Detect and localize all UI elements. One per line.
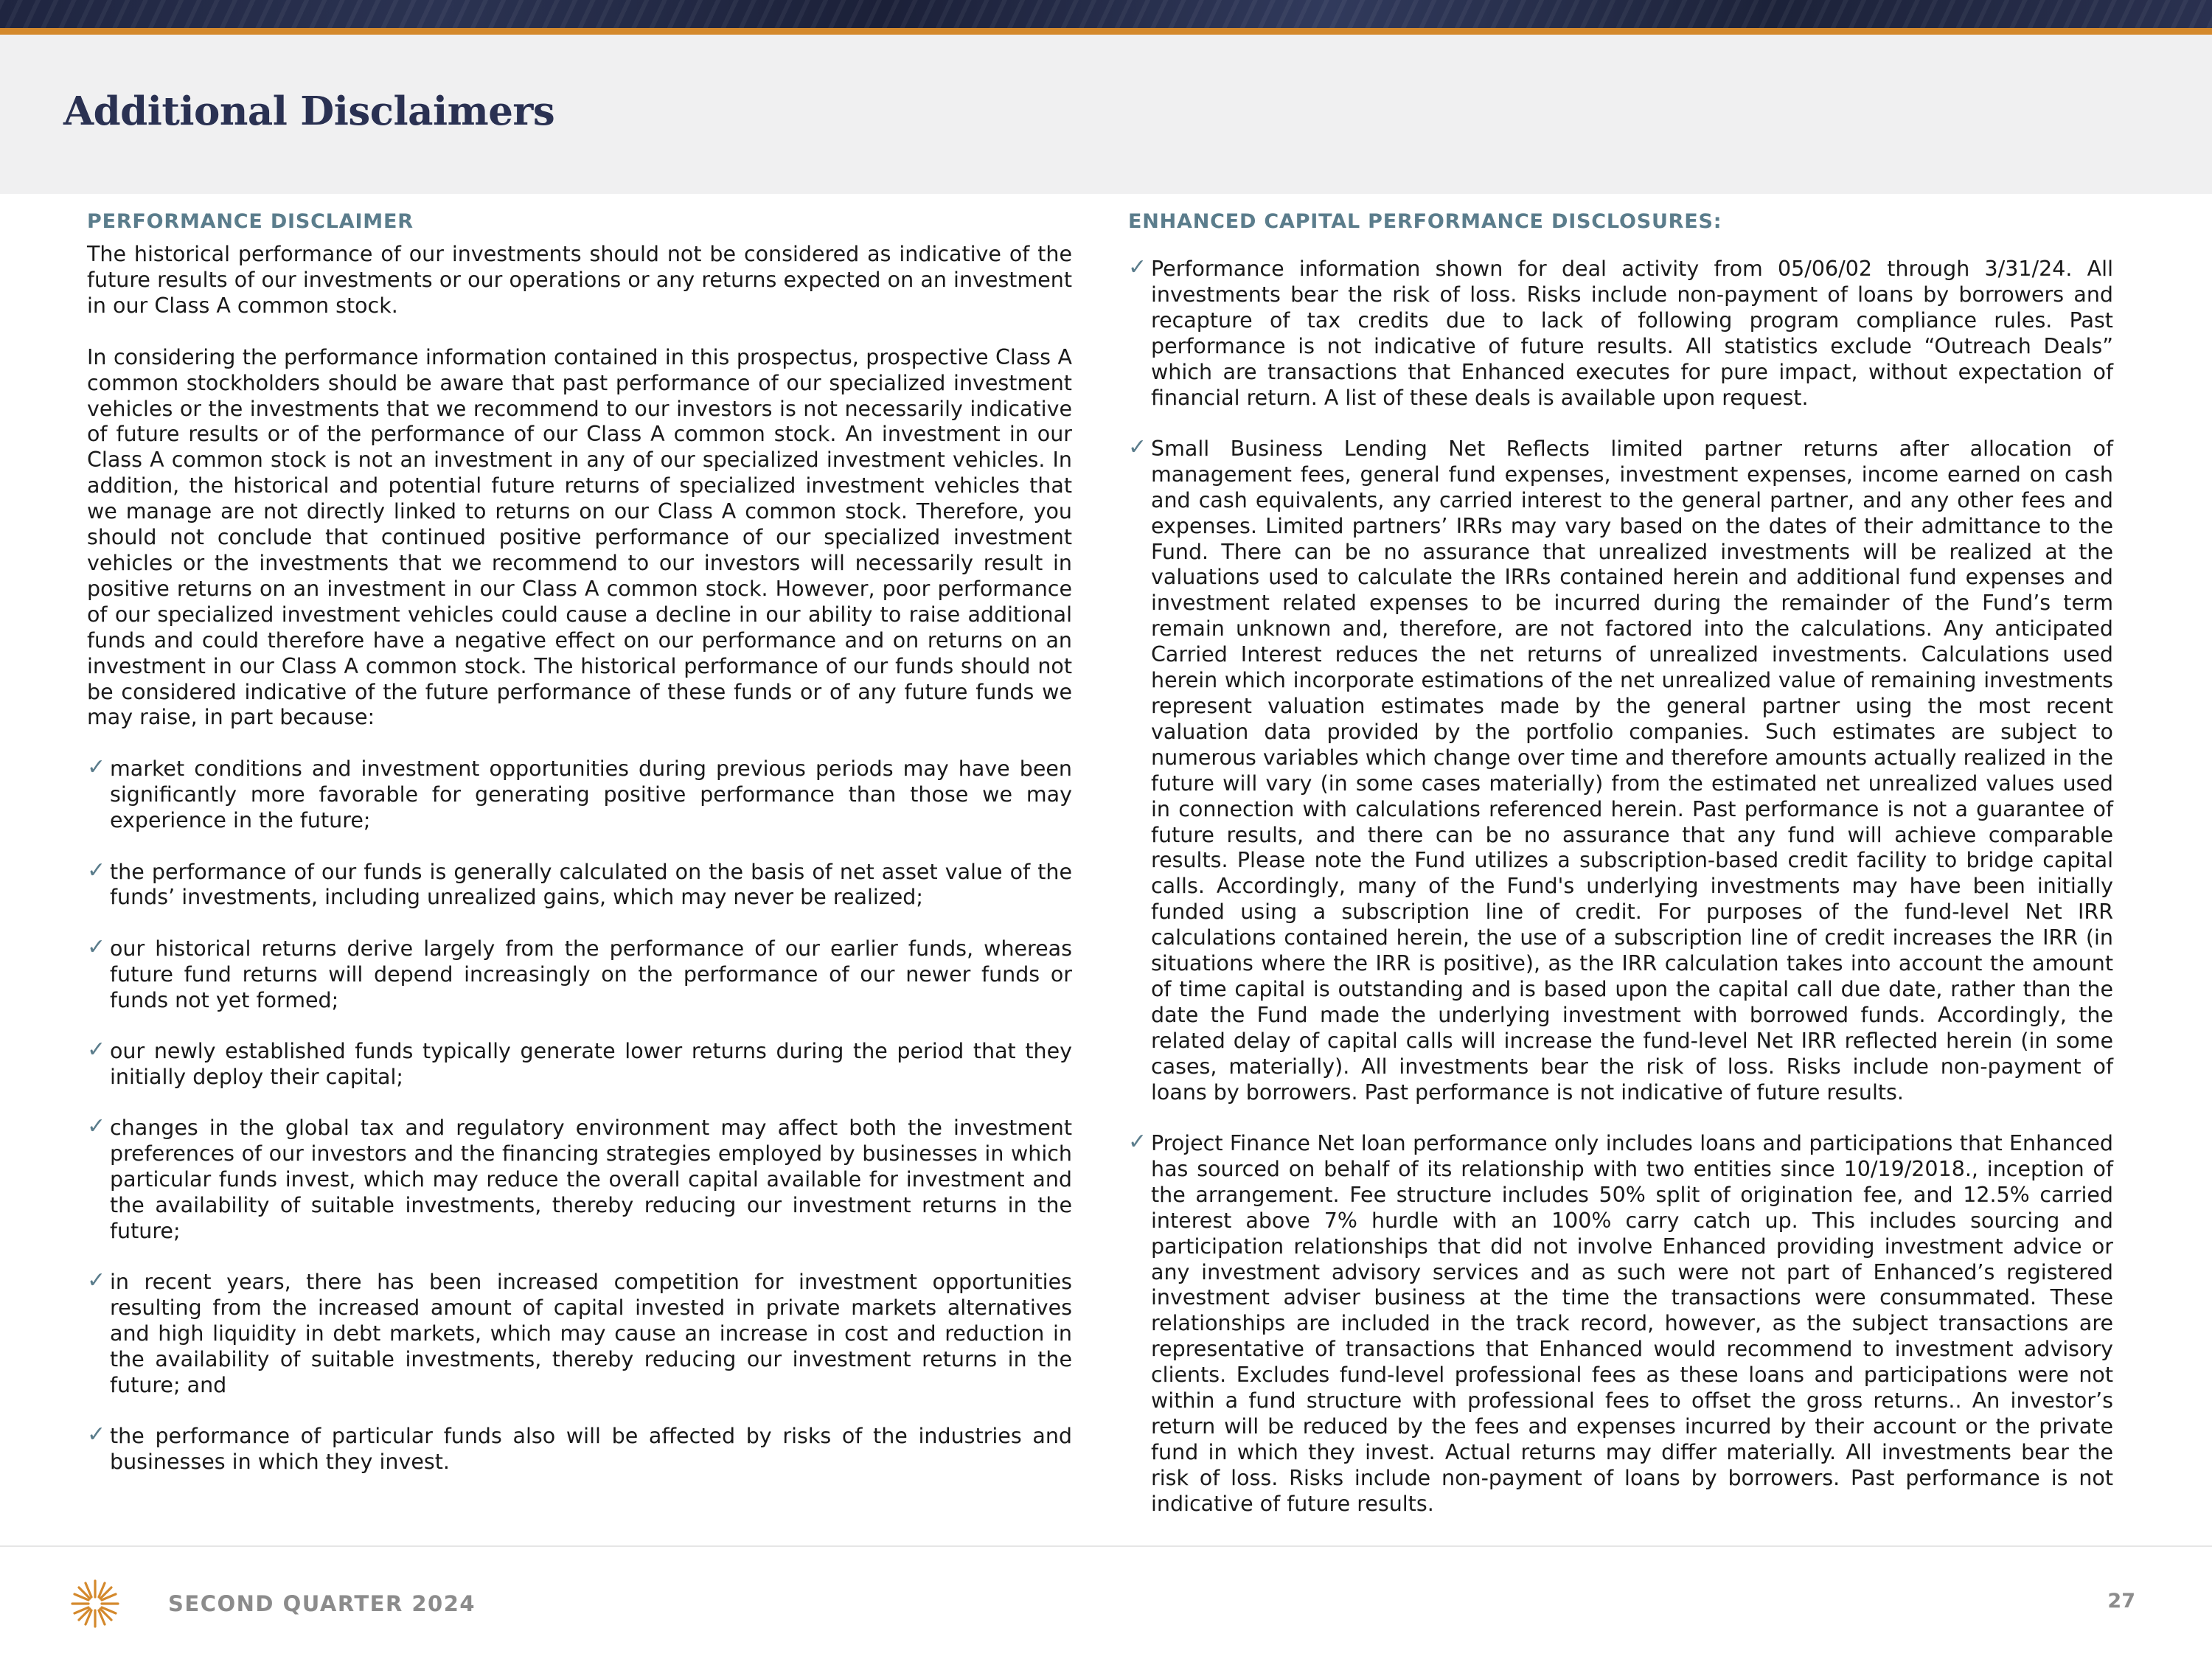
- checkmark-icon: ✓: [87, 1113, 106, 1140]
- list-item-text: Small Business Lending Net Reflects limited partner returns after allocation of management fees, general fund expenses, investment expenses, income earned on cash and cash equivalents, any carried interest to the general partner, and any other fees and expenses. Limited partners’ IRRs may vary based on the dates of their admittance to the Fund. There can be no assurance that unrealized investments will be realized at the valuations used to calculate the IRRs contained herein and additional fund expenses and investment related expenses to be incurred during the remainder of the Fund’s term remain unknown and, therefore, are not factored into the calculations. Any anticipated Carried Interest reduces the net returns of unrealized investments. Calculations used herein which incorporate estimations of the net unrealized value of remaining investments represent valuation estimates made by the general partner using the most recent valuation data provided by the portfolio companies. Such estimates are subject to numerous variables which change over time and therefore amounts actually realized in the future will vary (in some cases materially) from the estimated net unrealized values used in connection with calculations referenced herein. Past performance is not a guarantee of future results, and there can be no assurance that any fund will achieve comparable results. Please note the Fund utilizes a subscription-based credit facility to bridge capital calls. Accordingly, many of the Fund's underlying investments may have been initially funded using a subscription line of credit. For purposes of the fund-level Net IRR calculations contained herein, the use of a subscription line of credit increases the IRR (in situations where the IRR is positive), as the IRR calculation takes into account the amount of time capital is outstanding and is based upon the capital call due date, rather than the date the Fund made the underlying investment with borrowed funds. Accordingly, the related delay of capital calls will increase the fund-level Net IRR reflected herein (in some cases, materially). All investments bear the risk of loss. Risks include non-payment of loans by borrowers. Past performance is not indicative of future results.: [1151, 436, 2113, 1105]
- list-item: [87, 1267, 1072, 1399]
- checkmark-icon: ✓: [1128, 1129, 1147, 1155]
- checkmark-icon: ✓: [87, 857, 106, 883]
- gold-accent-line: [0, 28, 2212, 35]
- list-item-text: market conditions and investment opportunities during previous periods may have been significantly more favorable for generating positive performance than those we may experience in the future;: [110, 757, 1072, 833]
- enhanced-capital-disclosures-column: [1128, 209, 2113, 1517]
- company-logo-icon: [69, 1578, 121, 1630]
- page-title: Additional Disclaimers: [63, 88, 555, 134]
- checkmark-icon: ✓: [1128, 254, 1147, 280]
- list-item: [1128, 254, 2113, 411]
- enhanced-capital-disclosures-heading: ENHANCED CAPITAL PERFORMANCE DISCLOSURES:: [1128, 210, 1722, 233]
- list-item-text: Performance information shown for deal activity from 05/06/02 through 3/31/24. All investments bear the risk of loss. Risks include non-payment of loans by borrowers and recapture of tax credits due to lack of following program compliance rules. Past performance is not indicative of future results. All statistics exclude “Outreach Deals” which are transactions that Enhanced executes for pure impact, without expectation of financial return. A list of these deals is available upon request.: [1151, 257, 2113, 410]
- list-item: [1128, 434, 2113, 1106]
- footer-divider: [0, 1545, 2212, 1547]
- list-item-text: changes in the global tax and regulatory environment may affect both the investment preferences of our investors and the financing strategies employed by businesses in which particular funds invest, which may reduce the overall capital available for investment and the availability of suitable investments, thereby reducing our investment returns in the future;: [110, 1116, 1072, 1243]
- disclaimer-bullet-list: [87, 754, 1072, 1475]
- checkmark-icon: ✓: [87, 754, 106, 781]
- checkmark-icon: ✓: [87, 1422, 106, 1448]
- list-item: [1128, 1131, 2113, 1517]
- checkmark-icon: ✓: [1128, 434, 1147, 460]
- list-item: [87, 1424, 1072, 1475]
- list-item: [87, 754, 1072, 834]
- performance-disclaimer-heading: PERFORMANCE DISCLAIMER: [87, 210, 414, 233]
- list-item-text: our historical returns derive largely from the performance of our earlier funds, whereas future fund returns will depend increasingly on the performance of our newer funds or funds not yet formed;: [110, 936, 1072, 1012]
- list-item-text: our newly established funds typically generate lower returns during the period that they initially deploy their capital;: [110, 1039, 1072, 1089]
- list-item: [87, 1039, 1072, 1091]
- list-item-text: in recent years, there has been increased competition for investment opportunities resulting from the increased amount of capital invested in private markets alternatives and high liquidity in debt markets, which may cause an increase in cost and reduction in the availability of suitable investments, thereby reducing our investment returns in the future; and: [110, 1270, 1072, 1398]
- list-item-text: the performance of our funds is generally calculated on the basis of net asset value of the funds’ investments, including unrealized gains, which may never be realized;: [110, 859, 1072, 910]
- list-item-text: Project Finance Net loan performance only includes loans and participations that Enhanced has sourced on behalf of its relationship with two entities since 10/19/2018., inception of the arrangement. Fee structure includes 50% split of origination fee, and 12.5% carried interest above 7% hurdle with an 100% carry catch up. This includes sourcing and participation relationships that did not involve Enhanced providing investment advice or any investment advisory services and as such were not part of Enhanced’s registered investment adviser business at the time the transactions were consummated. These relationships are included in the track record, however, as the subject transactions are representative of transactions that Enhanced would recommend to investment advisory clients. Excludes fund-level professional fees as these loans and participations were not within a fund structure with professional fees to offset the gross returns.. An investor’s return will be reduced by the fees and expenses incurred by their account or the private fund in which they invest. Actual returns may differ materially. All investments bear the risk of loss. Risks include non-payment of loans by borrowers. Past performance is not indicative of future results.: [1151, 1131, 2113, 1516]
- intro-paragraph: The historical performance of our investments should not be considered as indicative of the future results of our investments or our operations or any returns expected on an investment in our Class A common stock.: [87, 242, 1072, 318]
- checkmark-icon: ✓: [87, 1267, 106, 1294]
- checkmark-icon: ✓: [87, 933, 106, 960]
- list-item-text: the performance of particular funds also will be affected by risks of the industries and businesses in which they invest.: [110, 1424, 1072, 1475]
- checkmark-icon: ✓: [87, 1037, 106, 1063]
- list-item: [87, 857, 1072, 911]
- footer-period-label: SECOND QUARTER 2024: [168, 1591, 476, 1616]
- performance-disclaimer-column: [87, 209, 1072, 1475]
- list-item: [87, 933, 1072, 1014]
- disclosure-bullet-list: [1128, 254, 2113, 1517]
- page-number: 27: [2107, 1590, 2135, 1613]
- list-item: [87, 1113, 1072, 1245]
- considerations-paragraph: In considering the performance information contained in this prospectus, prospective Class A common stockholders should be aware that past performance of our specialized investment vehicles or the investments that we recommend to our investors is not necessarily indicative of future results or of the performance of our Class A common stock. An investment in our Class A common stock is not an investment in any of our specialized investment vehicles. In addition, the historical and potential future returns of specialized investment vehicles that we manage are not directly linked to returns on our Class A common stock. Therefore, you should not conclude that continued positive performance of our specialized investment vehicles or the investments that we recommend to our investors will necessarily result in positive returns on an investment in our Class A common stock. However, poor performance of our specialized investment vehicles could cause a decline in our ability to raise additional funds and could therefore have a negative effect on our performance and on returns on an investment in our Class A common stock. The historical performance of our funds should not be considered indicative of the future performance of these funds or of any future funds we may raise, in part because:: [87, 344, 1072, 730]
- top-decorative-band: [0, 0, 2212, 28]
